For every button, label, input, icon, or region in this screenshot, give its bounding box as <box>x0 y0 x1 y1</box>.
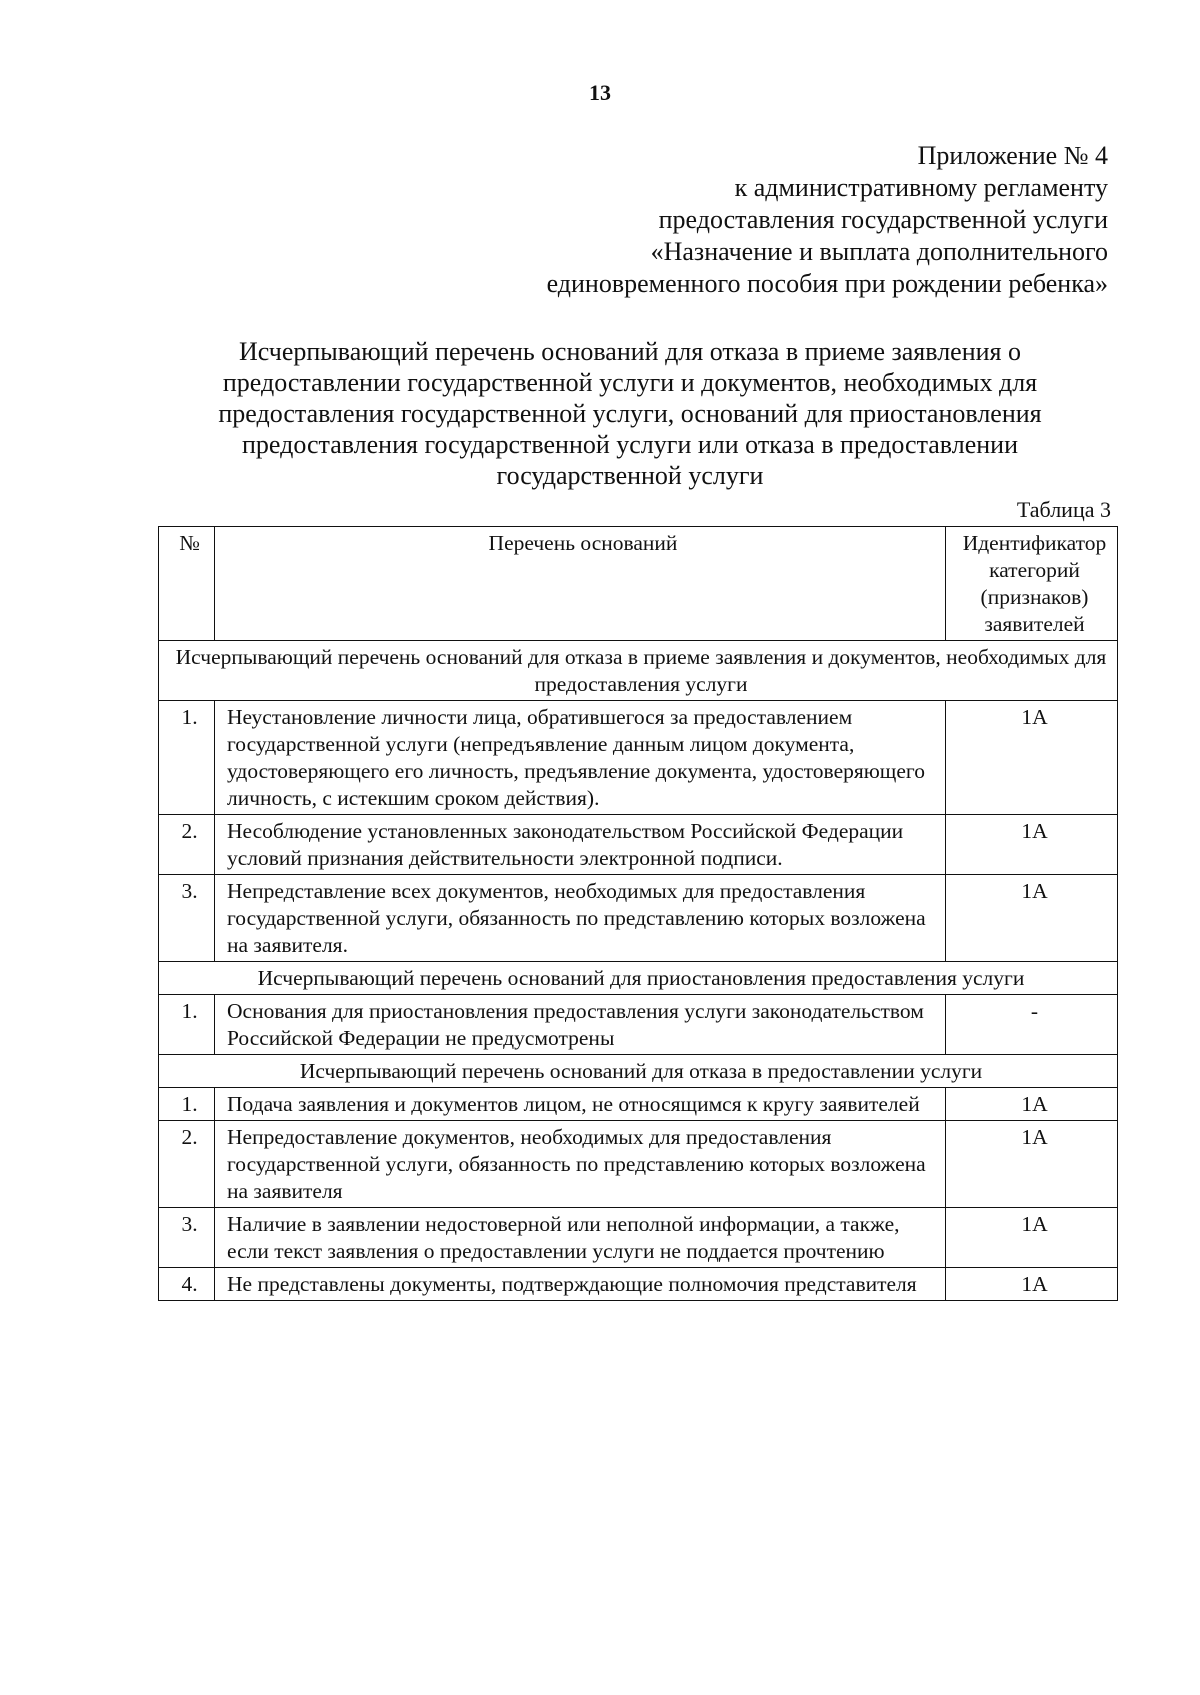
title-line: Исчерпывающий перечень оснований для отказа в приеме заявления о <box>238 337 1021 366</box>
header-grounds: Перечень оснований <box>215 527 946 641</box>
table-row <box>159 1088 1118 1121</box>
row-number: 2. <box>159 815 215 875</box>
row-identifier: 1А <box>946 1088 1118 1121</box>
section-title: Исчерпывающий перечень оснований для отказа в приеме заявления и документов, необходимых для предоставления услуги <box>159 641 1118 701</box>
table-row <box>159 815 1118 875</box>
document-title <box>150 336 1110 491</box>
row-number: 1. <box>159 701 215 815</box>
table-header-row <box>159 527 1118 641</box>
row-text: Непредставление всех документов, необходимых для предоставления государственной услуги, обязанность по представлению которых возложена на заявителя. <box>215 875 946 962</box>
row-number: 2. <box>159 1121 215 1208</box>
row-identifier: - <box>946 995 1118 1055</box>
row-text: Основания для приостановления предоставления услуги законодательством Российской Федерации не предусмотрены <box>215 995 946 1055</box>
section-title: Исчерпывающий перечень оснований для отказа в предоставлении услуги <box>159 1055 1118 1088</box>
row-identifier: 1А <box>946 701 1118 815</box>
grounds-table <box>158 526 1118 1301</box>
row-text: Подача заявления и документов лицом, не относящимся к кругу заявителей <box>215 1088 946 1121</box>
row-text: Не представлены документы, подтверждающие полномочия представителя <box>215 1268 946 1301</box>
table-row <box>159 875 1118 962</box>
row-identifier: 1А <box>946 1121 1118 1208</box>
title-line: предоставления государственной услуги или отказа в предоставлении <box>241 430 1018 459</box>
header-identifier: Идентификатор категорий (признаков) заявителей <box>946 527 1118 641</box>
row-text: Неустановление личности лица, обратившегося за предоставлением государственной услуги (непредъявление данным лицом документа, удостоверяющего его личность, предъявление документа, удостоверяющего личность, с истекшим сроком действия). <box>215 701 946 815</box>
row-text: Наличие в заявлении недостоверной или неполной информации, а также, если текст заявления о предоставлении услуги не поддается прочтению <box>215 1208 946 1268</box>
row-identifier: 1А <box>946 815 1118 875</box>
row-identifier: 1А <box>946 1268 1118 1301</box>
title-line: предоставлении государственной услуги и документов, необходимых для <box>222 368 1038 397</box>
title-line: государственной услуги <box>496 461 764 490</box>
section-row <box>159 1055 1118 1088</box>
row-text: Непредоставление документов, необходимых для предоставления государственной услуги, обязанность по представлению которых возложена на заявителя <box>215 1121 946 1208</box>
table-row <box>159 995 1118 1055</box>
section-row <box>159 962 1118 995</box>
appendix-line: к административному регламенту <box>734 173 1108 202</box>
row-identifier: 1А <box>946 875 1118 962</box>
section-title: Исчерпывающий перечень оснований для приостановления предоставления услуги <box>159 962 1118 995</box>
row-identifier: 1А <box>946 1208 1118 1268</box>
appendix-line: предоставления государственной услуги <box>658 205 1108 234</box>
table-row <box>159 1121 1118 1208</box>
row-text: Несоблюдение установленных законодательством Российской Федерации условий признания действительности электронной подписи. <box>215 815 946 875</box>
row-number: 3. <box>159 1208 215 1268</box>
appendix-line: Приложение № 4 <box>917 141 1108 170</box>
row-number: 4. <box>159 1268 215 1301</box>
row-number: 3. <box>159 875 215 962</box>
table-body <box>159 641 1118 1301</box>
title-line: предоставления государственной услуги, оснований для приостановления <box>218 399 1042 428</box>
appendix-line: единовременного пособия при рождении ребенка» <box>546 269 1108 298</box>
section-row <box>159 641 1118 701</box>
page-number: 13 <box>589 80 611 105</box>
table-row <box>159 1208 1118 1268</box>
table-row <box>159 701 1118 815</box>
row-number: 1. <box>159 995 215 1055</box>
table-caption: Таблица 3 <box>1016 497 1111 522</box>
table-row <box>159 1268 1118 1301</box>
row-number: 1. <box>159 1088 215 1121</box>
appendix-header <box>547 140 1108 300</box>
appendix-line: «Назначение и выплата дополнительного <box>650 237 1108 266</box>
header-number: № <box>159 527 215 641</box>
